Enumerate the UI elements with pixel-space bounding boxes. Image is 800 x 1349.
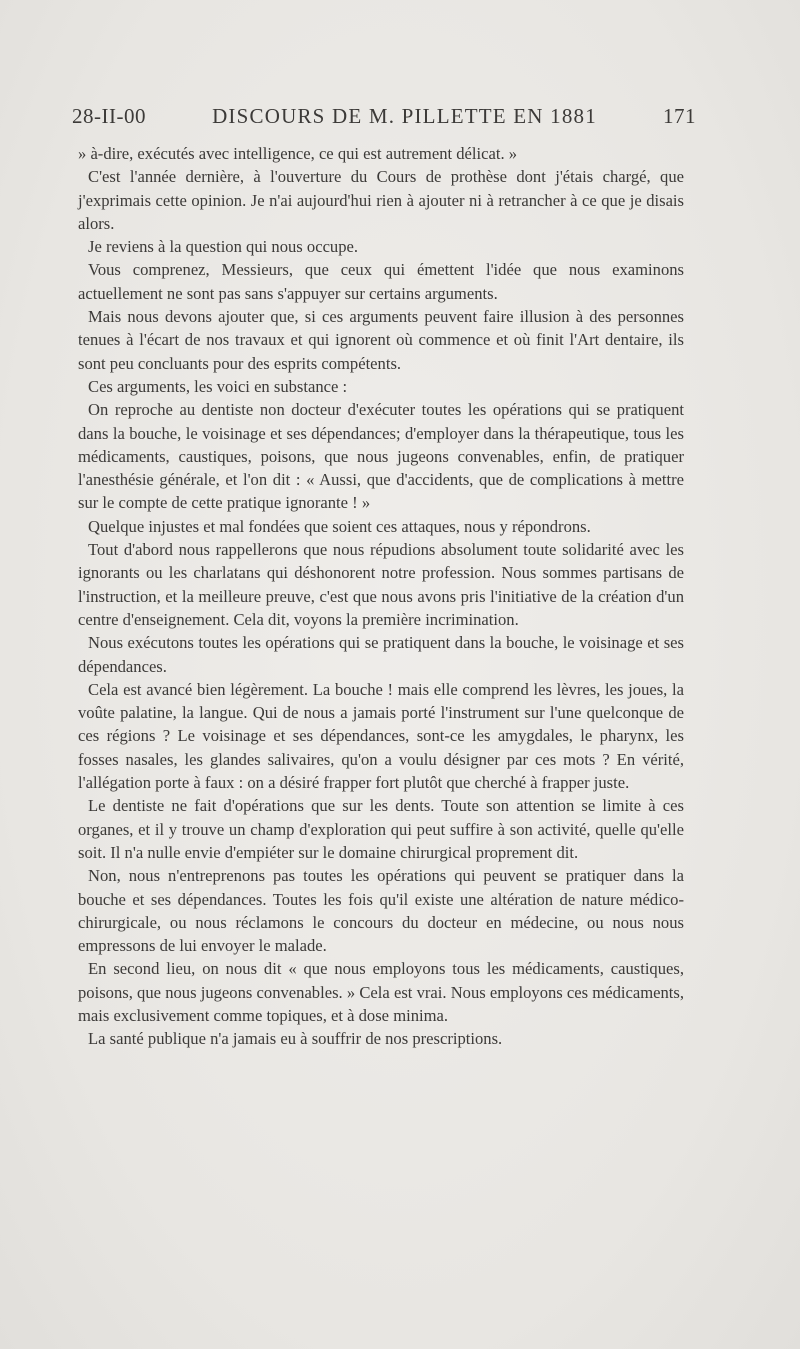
paragraph: Cela est avancé bien légèrement. La bouche ! mais elle comprend les lèvres, les joues, la voûte palatine, la langue. Qui de nous a jamais porté l'instrument sur l'une quelconque de ces régions ? Le voisinage et ses dépendances, sont-ce les amygdales, le pharynx, les fosses nasales, les glandes salivaires, qu'on a voulu désigner par ces mots ? En vérité, l'allégation porte à faux : on a désiré frapper fort plutôt que cherché à frapper juste. (78, 679, 684, 793)
paragraph: C'est l'année dernière, à l'ouverture du Cours de prothèse dont j'étais chargé, que j'exprimais cette opinion. Je n'ai aujourd'hui rien à ajouter ni à retrancher à ce que je disais alors. (78, 167, 684, 233)
paragraph: Je reviens à la question qui nous occupe. (88, 237, 359, 257)
paragraph: Non, nous n'entreprenons pas toutes les opérations qui peuvent se pratiquer dans la bouche et ses dépendances. Toutes les fois qu'il existe une altération de nature médico-chirurgicale, ou nous réclamons le concours du docteur en médecine, ou nous nous empressons de lui envoyer le malade. (78, 866, 684, 956)
paragraph: Mais nous devons ajouter que, si ces arguments peuvent faire illusion à des personnes tenues à l'écart de nos travaux et qui ignorent où commence et où finit l'Art dentaire, ils sont peu concluants pour des esprits compétents. (78, 307, 684, 373)
body-text (78, 142, 684, 1051)
paragraph: Vous comprenez, Messieurs, que ceux qui émettent l'idée que nous examinons actuellement ne sont pas sans s'appuyer sur certains arguments. (78, 260, 684, 303)
paragraph: Ces arguments, les voici en substance : (88, 376, 348, 396)
paragraph: » à-dire, exécutés avec intelligence, ce qui est autrement délicat. » (78, 144, 518, 163)
paragraph: Quelque injustes et mal fondées que soient ces attaques, nous y répondrons. (88, 516, 591, 536)
header-title: DISCOURS DE M. PILLETTE EN 1881 (212, 104, 597, 128)
paragraph: Tout d'abord nous rappellerons que nous répudions absolument toute solidarité avec les ignorants ou les charlatans qui déshonorent notre profession. Nous sommes partisans de l'instruction, et la meilleure preuve, c'est que nous avons pris l'initiative de la création d'un centre d'enseignement. Cela dit, voyons la première incrimination. (78, 540, 684, 629)
paragraph: Nous exécutons toutes les opérations qui se pratiquent dans la bouche, le voisinage et ses dépendances. (78, 633, 684, 676)
running-header (72, 104, 696, 129)
paragraph: La santé publique n'a jamais eu à souffrir de nos prescriptions. (88, 1029, 503, 1049)
paragraph: En second lieu, on nous dit « que nous employons tous les médicaments, caustiques, poisons, que nous jugeons convenables. » Cela est vrai. Nous employons ces médicaments, mais exclusivement comme topiques, et à dose minima. (78, 959, 684, 1025)
page-number: 171 (663, 104, 696, 128)
paragraph: On reproche au dentiste non docteur d'exécuter toutes les opérations qui se pratiquent dans la bouche, le voisinage et ses dépendances; d'employer dans la thérapeutique, tous les médicaments, caustiques, poisons, que nous jugeons convenables, enfin, de pratiquer l'anesthésie générale, et l'on dit : « Aussi, que d'accidents, que de complications à mettre sur le compte de cette pratique ignorante ! » (78, 400, 684, 513)
paragraph: Le dentiste ne fait d'opérations que sur les dents. Toute son attention se limite à ces organes, et il y trouve un champ d'exploration qui peut suffire à son activité, quelle qu'elle soit. Il n'a nulle envie d'empiéter sur le domaine chirurgical proprement dit. (78, 796, 684, 862)
header-date: 28-II-00 (72, 104, 146, 128)
